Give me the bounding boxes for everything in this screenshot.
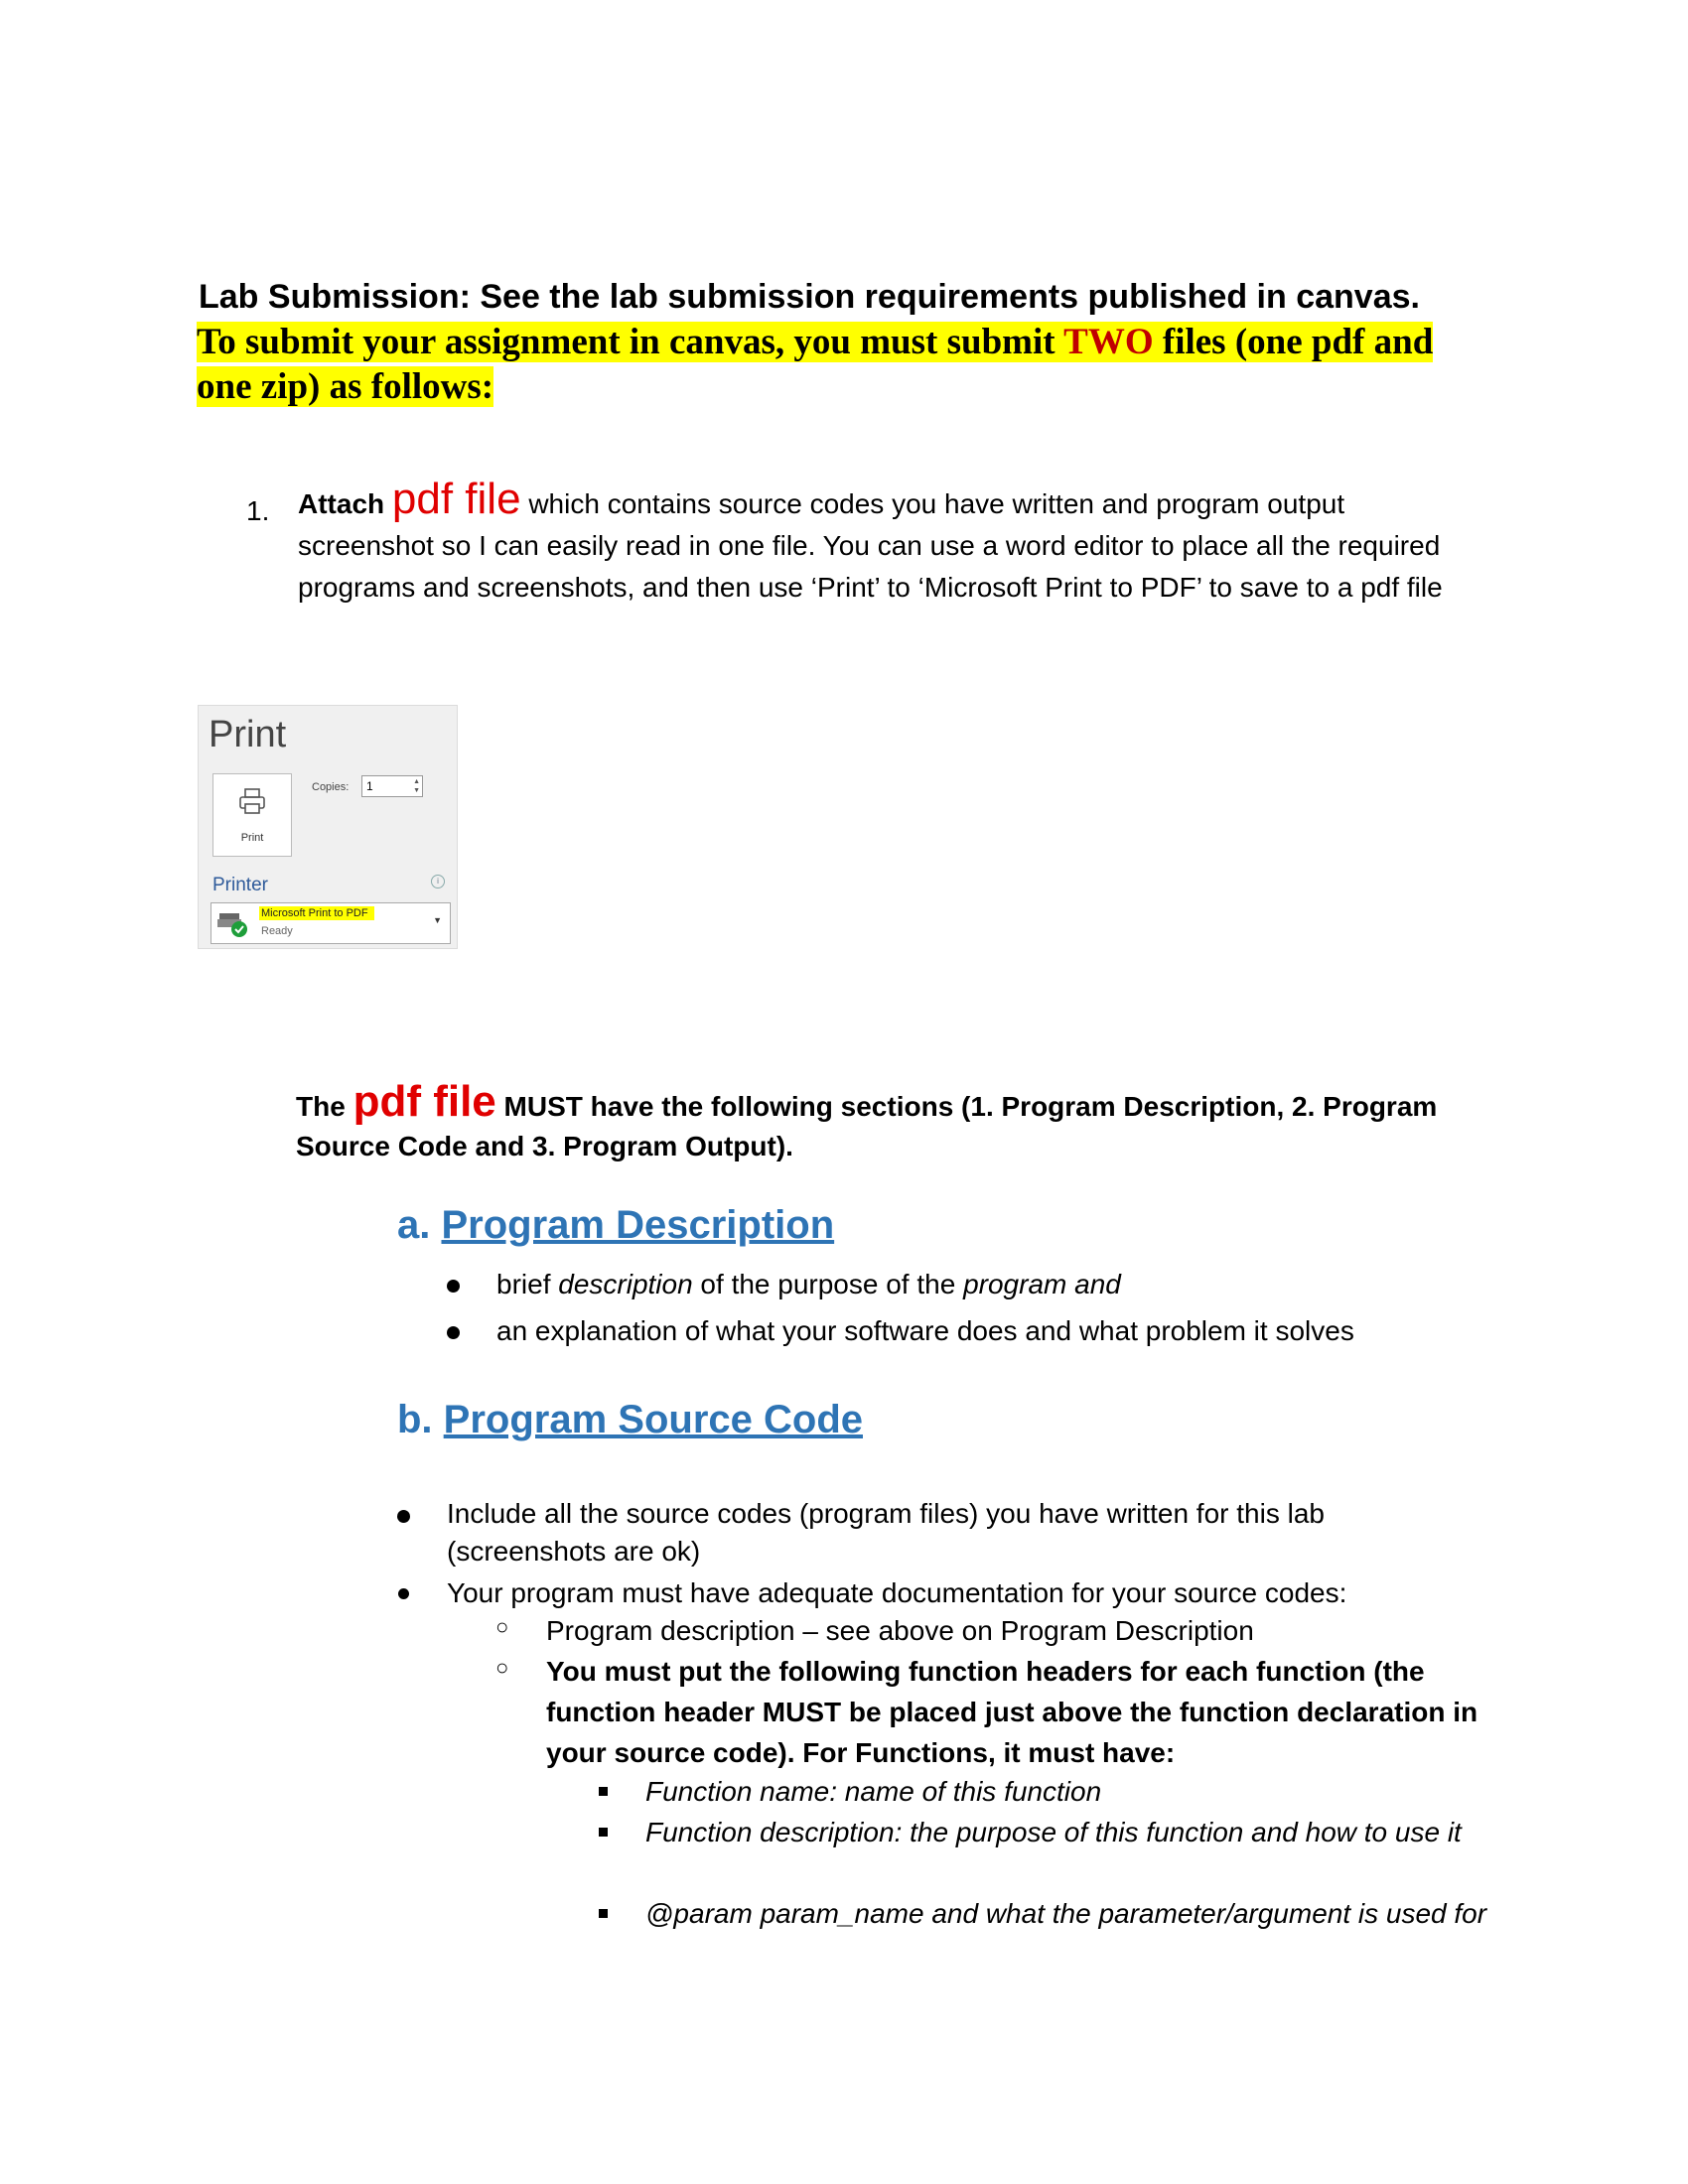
section-b-title[interactable]: Program Source Code	[443, 1398, 863, 1441]
section-b-bullet-2: Your program must have adequate documentation for your source codes:	[447, 1577, 1347, 1608]
bullet-icon	[398, 1588, 409, 1599]
section-b-bullet-1: Include all the source codes (program files) you have written for this lab (screenshots are ok)	[447, 1498, 1325, 1567]
printer-ready-icon	[215, 907, 251, 939]
section-a-letter: a.	[397, 1203, 431, 1247]
section-b-sub-2: You must put the following function headers for each function (the function header MUST be placed just above the function declaration in your source code). For Functions, it must have:	[546, 1656, 1478, 1768]
circle-bullet-icon: ○	[495, 1655, 509, 1680]
bullet-text-italic: program and	[963, 1269, 1121, 1299]
copies-spinner-icon[interactable]: ▲ ▼	[413, 778, 420, 794]
section-b-heading	[397, 1398, 863, 1442]
circle-bullet-icon: ○	[495, 1614, 509, 1639]
printer-icon	[237, 786, 267, 816]
instruction-part1: To submit your assignment in canvas, you must submit	[197, 322, 1064, 362]
print-button[interactable]	[212, 773, 292, 857]
function-item-2: Function description: the purpose of this function and how to use it	[645, 1817, 1462, 1847]
printer-label: Printer	[212, 875, 268, 895]
bullet-text: of the purpose of the	[692, 1269, 964, 1299]
bullet-icon	[447, 1280, 460, 1293]
section-a-title[interactable]: Program Description	[441, 1203, 835, 1247]
print-dialog-title: Print	[209, 714, 287, 755]
square-bullet-icon	[599, 1787, 608, 1796]
copies-input[interactable]	[361, 775, 423, 797]
function-item-1: Function name: name of this function	[645, 1776, 1102, 1807]
printer-select[interactable]	[211, 902, 451, 944]
print-dialog-screenshot	[198, 705, 458, 949]
lab-submission-heading: Lab Submission: See the lab submission requirements published in canvas.	[199, 278, 1420, 316]
step-1-text: which contains source codes you have written and program output screenshot so I can easily read in one file. You can use a word editor to place all the required programs and screenshots, and then use ‘Print’ to ‘Microsoft Print to PDF’ to save to a pdf file	[298, 488, 1443, 603]
section-b-letter: b.	[397, 1398, 433, 1441]
copies-value: 1	[366, 779, 373, 793]
section-a-heading	[397, 1203, 834, 1248]
printer-name: Microsoft Print to PDF	[259, 906, 374, 920]
print-button-label: Print	[240, 832, 264, 844]
section-a-bullet-1	[496, 1265, 1121, 1304]
bullet-text-italic: description	[558, 1269, 693, 1299]
chevron-down-icon[interactable]: ▼	[433, 915, 442, 925]
bullet-text: brief	[496, 1269, 559, 1299]
pdf-file-label-2: pdf file	[352, 1077, 496, 1126]
step-number: 1.	[246, 495, 270, 526]
instruction-part2: files (one pdf and one zip) as follows:	[197, 322, 1434, 407]
instruction-emphasis: TWO	[1063, 322, 1154, 362]
submission-instruction	[197, 320, 1458, 409]
pdf-sections-the: The	[296, 1091, 353, 1122]
section-a-bullet-2: an explanation of what your software does and what problem it solves	[496, 1315, 1354, 1346]
section-b-sub-1: Program description – see above on Program Description	[546, 1615, 1254, 1646]
attach-label: Attach	[298, 488, 392, 519]
bullet-icon	[397, 1510, 410, 1523]
square-bullet-icon	[599, 1909, 608, 1918]
printer-status: Ready	[261, 925, 293, 937]
square-bullet-icon	[599, 1828, 608, 1837]
function-item-3: @param param_name and what the parameter/argument is used for	[645, 1898, 1487, 1929]
pdf-sections-text: MUST have the following sections (1. Program Description, 2. Program Source Code and 3. Program Output).	[296, 1091, 1438, 1161]
info-icon[interactable]: i	[431, 875, 445, 888]
copies-label: Copies:	[312, 781, 350, 793]
pdf-sections-paragraph	[296, 1077, 1487, 1166]
pdf-file-label: pdf file	[391, 475, 521, 523]
bullet-icon	[447, 1326, 460, 1339]
